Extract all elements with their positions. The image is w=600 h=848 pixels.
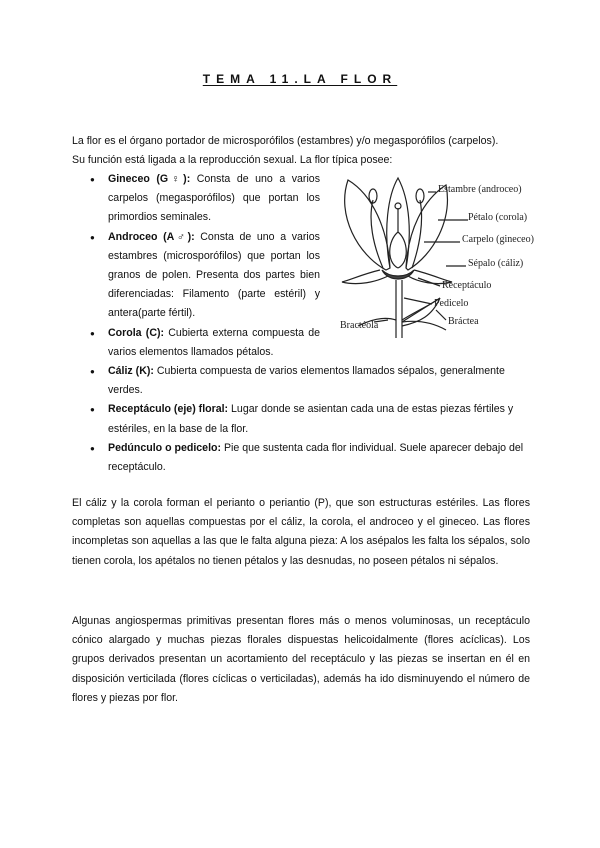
label-bracteola: Bractéola bbox=[340, 320, 379, 331]
list-item-caliz bbox=[90, 362, 530, 400]
petal-left bbox=[345, 180, 390, 270]
flower-drawing bbox=[342, 178, 468, 338]
intro-line: Su función está ligada a la reproducción sexual. La flor típica posee: bbox=[72, 154, 393, 167]
label-bractea: Bráctea bbox=[448, 316, 479, 327]
term: Receptáculo (eje) floral: bbox=[108, 403, 229, 416]
label-sepalo: Sépalo (cáliz) bbox=[468, 258, 524, 269]
term: Gineceo (G♀): bbox=[108, 173, 191, 185]
intro-paragraph bbox=[72, 132, 530, 170]
term: Cáliz (K): bbox=[108, 365, 154, 378]
term: Androceo (A♂): bbox=[108, 230, 195, 243]
intro-line: La flor es el órgano portador de microsporófilos (estambres) y/o megasporófilos (carpelos). bbox=[72, 135, 499, 147]
label-carpelo: Carpelo (gineceo) bbox=[462, 234, 534, 245]
list-item-pedunculo bbox=[90, 439, 530, 477]
stamen-right bbox=[412, 200, 422, 268]
definition: Consta de uno a varios carpelos (megasporófilos) que portan los primordios seminales. bbox=[108, 173, 320, 224]
term: Corola (C): bbox=[108, 326, 165, 339]
definition: Cubierta externa compuesta de varios elementos llamados pétalos. bbox=[108, 326, 320, 358]
label-receptaculo: Receptáculo bbox=[442, 280, 492, 291]
label-estambre: Estambre (androceo) bbox=[438, 184, 522, 195]
list-item-receptaculo bbox=[90, 400, 530, 438]
definition: Cubierta compuesta de varios elementos llamados sépalos, generalmente verdes. bbox=[108, 365, 505, 397]
paragraph-perianto: El cáliz y la corola forman el perianto o periantio (P), que son estructuras estériles. Las flores completas son aquellas compuestas por el cáliz, la corola, el androceo y el gineceo. Las flores incompletas son aquellas a las que le falta alguna pieza: A los asépalos les falta los sépalos, solo tienen corola, los apétalos no tienen pétalos y las desnudas, no poseen pétalos ni sépalos. bbox=[72, 497, 530, 567]
definition: Pie que sustenta cada flor individual. Suele aparecer debajo del receptáculo. bbox=[108, 441, 524, 474]
label-pedicelo: Pedicelo bbox=[434, 298, 469, 309]
list-item-corola bbox=[90, 324, 320, 362]
label-petalo: Pétalo (corola) bbox=[468, 212, 528, 223]
leader-line bbox=[404, 298, 432, 304]
sepal-left bbox=[342, 270, 388, 284]
definition: Lugar donde se asientan cada una de estas piezas fértiles y estériles, en la base de la flor. bbox=[108, 403, 514, 435]
list-item-androceo bbox=[90, 228, 320, 324]
stamen-left bbox=[371, 200, 383, 268]
definition: Consta de uno a varios estambres (microsporófilos) que portan los granos de polen. Presenta dos partes bien diferenciadas: Filamento (parte estéril) y antera(parte fértil). bbox=[108, 230, 320, 320]
flower-diagram bbox=[328, 170, 544, 356]
page-title: TEMA 11.LA FLOR bbox=[202, 72, 398, 86]
carpel bbox=[390, 208, 407, 268]
petal-right bbox=[406, 185, 447, 270]
term: Pedúnculo o pedicelo: bbox=[108, 441, 222, 454]
paragraph-angiospermas: Algunas angiospermas primitivas presentan flores más o menos voluminosas, un receptáculo cónico alargado y muchas piezas florales dispuestas helicoidalmente (flores acíclicas). Los grupos derivados presentan un acortamiento del receptáculo y las piezas se insertan en él en disposición verticilada (flores cíclicas o verticiladas), además ha ido disminuyendo el número de flores y piezas por flor. bbox=[72, 615, 530, 704]
list-item-gineceo bbox=[90, 170, 320, 228]
leader-line bbox=[436, 310, 446, 320]
receptacle bbox=[382, 270, 414, 279]
